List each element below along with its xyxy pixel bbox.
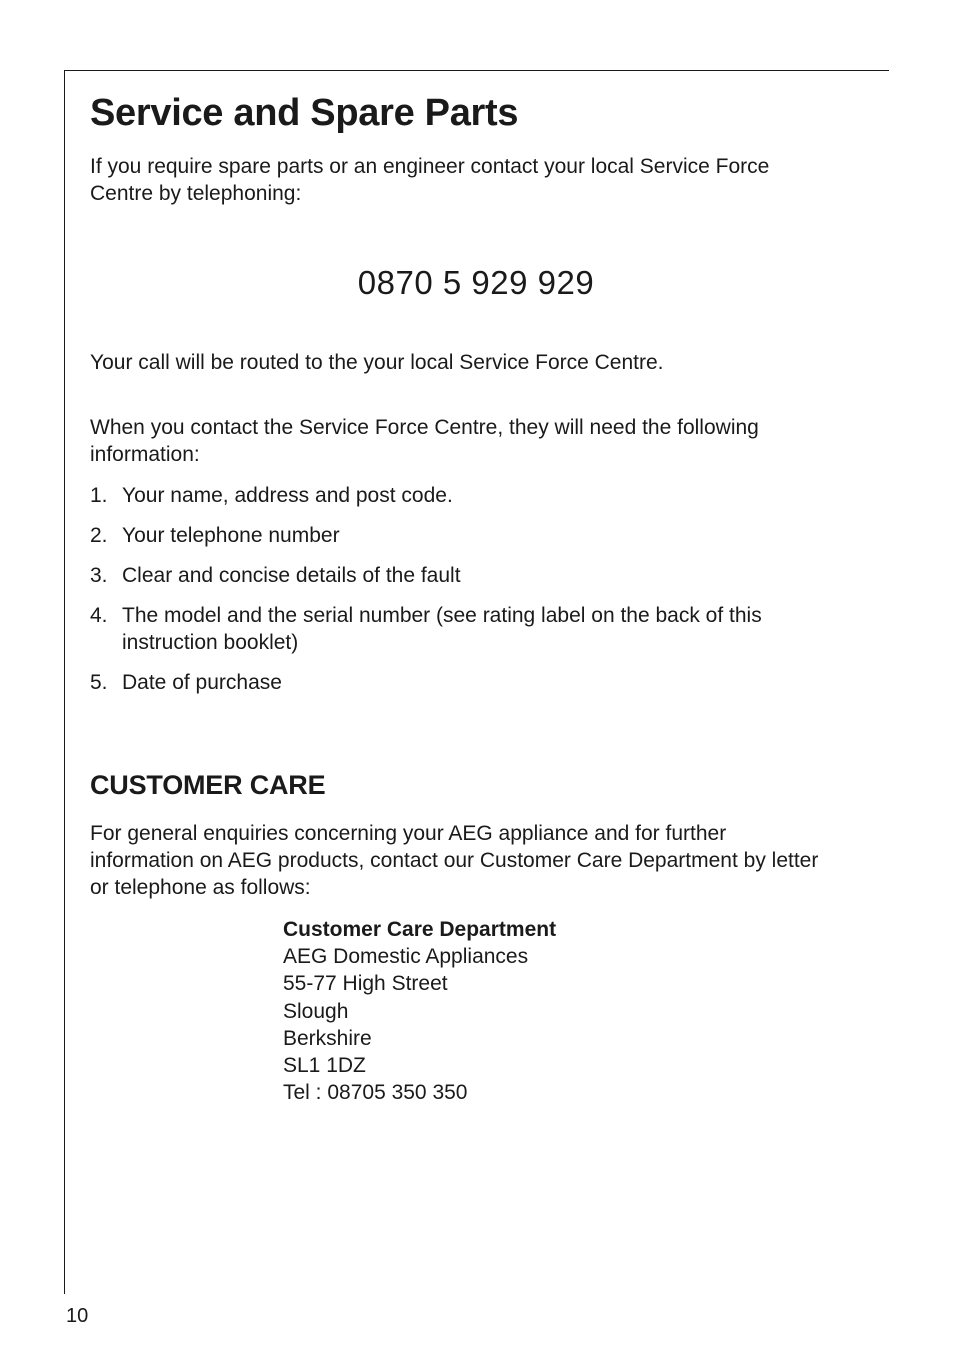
list-item-number: 5.: [90, 671, 108, 694]
customer-care-heading: CUSTOMER CARE: [90, 770, 326, 800]
customer-care-address: [283, 916, 556, 1106]
list-item-text: Your telephone number: [122, 524, 340, 547]
address-town: Slough: [283, 999, 349, 1023]
required-info-list: [90, 482, 830, 709]
list-item-text: The model and the serial number (see rating label on the back of this instruction booklet): [122, 604, 762, 654]
list-item-number: 1.: [90, 484, 108, 507]
routing-note: Your call will be routed to the your local Service Force Centre.: [90, 351, 664, 374]
top-rule: [64, 70, 889, 71]
list-item-text: Clear and concise details of the fault: [122, 564, 461, 587]
service-phone-number: 0870 5 929 929: [357, 264, 595, 301]
list-item-number: 3.: [90, 564, 108, 587]
address-county: Berkshire: [283, 1026, 372, 1050]
address-company: AEG Domestic Appliances: [283, 945, 529, 969]
list-item: [90, 602, 830, 656]
list-item-number: 2.: [90, 524, 108, 547]
address-postcode: SL1 1DZ: [283, 1054, 366, 1078]
address-street: 55-77 High Street: [283, 972, 448, 996]
customer-care-paragraph: For general enquiries concerning your AEG appliance and for further information on AEG products, contact our Customer Care Department by letter or telephone as follows:: [90, 822, 819, 899]
list-item-number: 4.: [90, 604, 108, 627]
info-intro-paragraph: When you contact the Service Force Centre, they will need the following information:: [90, 416, 759, 466]
page-number: 10: [66, 1305, 89, 1327]
intro-paragraph: If you require spare parts or an engineer contact your local Service Force Centre by telephoning:: [90, 155, 770, 205]
page-title: Service and Spare Parts: [90, 92, 519, 134]
list-item: [90, 562, 830, 589]
address-department: Customer Care Department: [283, 918, 557, 941]
list-item-text: Your name, address and post code.: [122, 484, 453, 507]
list-item-text: Date of purchase: [122, 671, 282, 694]
list-item: [90, 669, 830, 696]
left-rule: [64, 70, 65, 1294]
list-item: [90, 482, 830, 509]
list-item: [90, 522, 830, 549]
address-telephone: Tel : 08705 350 350: [283, 1081, 468, 1105]
